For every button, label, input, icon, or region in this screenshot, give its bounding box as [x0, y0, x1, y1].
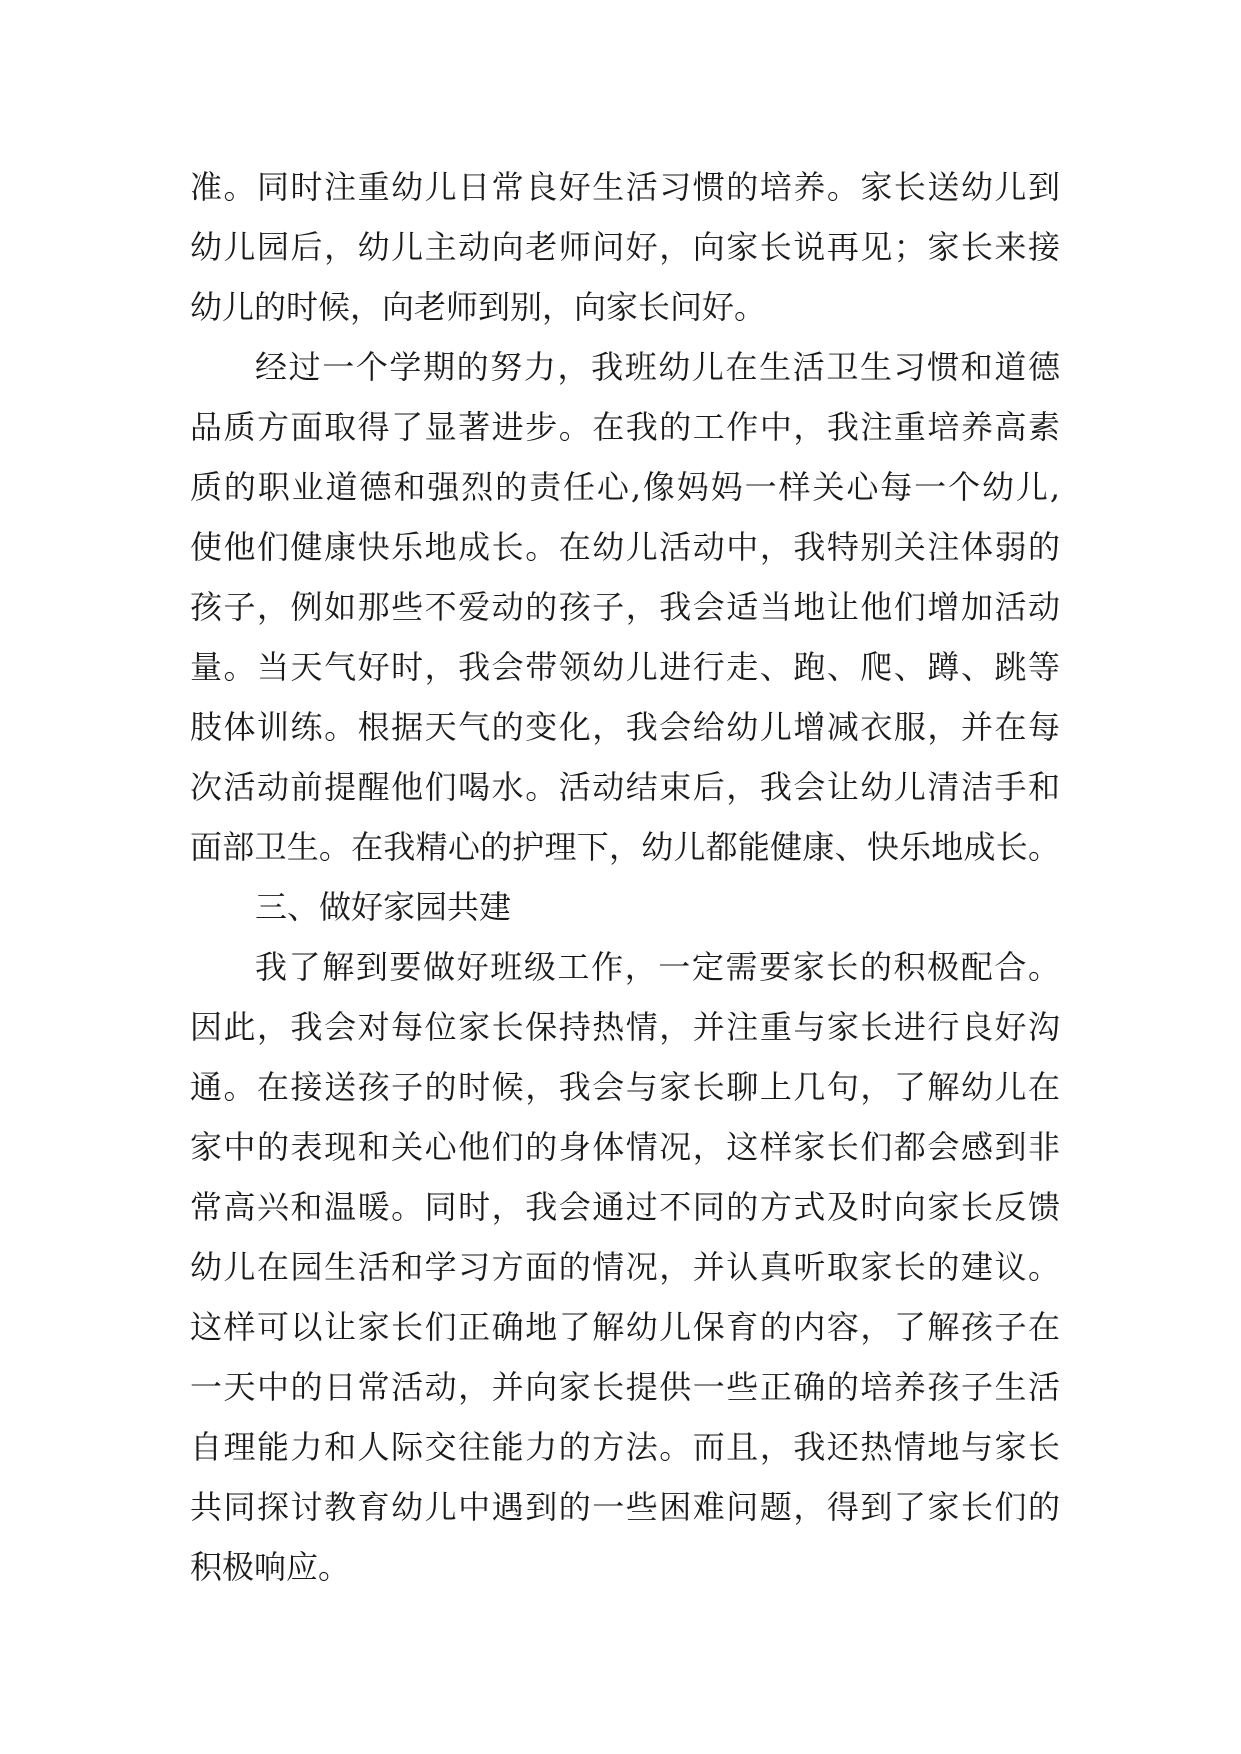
text-line: 一天中的日常活动，并向家长提供一些正确的培养孩子生活 — [190, 1368, 1060, 1406]
section-heading: 三、做好家园共建 — [255, 888, 512, 926]
body-text — [190, 157, 1060, 1597]
text-line: 常高兴和温暖。同时，我会通过不同的方式及时向家长反馈 — [190, 1188, 1060, 1226]
text-line: 量。当天气好时，我会带领幼儿进行走、跑、爬、蹲、跳等 — [190, 648, 1060, 686]
text-line: 积极响应。 — [190, 1548, 351, 1586]
text-line: 通。在接送孩子的时候，我会与家长聊上几句，了解幼儿在 — [190, 1068, 1060, 1106]
text-line: 使他们健康快乐地成长。在幼儿活动中，我特别关注体弱的 — [190, 528, 1060, 566]
text-line: 家中的表现和关心他们的身体情况，这样家长们都会感到非 — [190, 1128, 1060, 1166]
text-line: 共同探讨教育幼儿中遇到的一些困难问题，得到了家长们的 — [190, 1488, 1060, 1526]
text-line: 幼儿园后，幼儿主动向老师问好，向家长说再见；家长来接 — [190, 228, 1060, 266]
text-line: 准。同时注重幼儿日常良好生活习惯的培养。家长送幼儿到 — [190, 168, 1060, 206]
text-line: 经过一个学期的努力，我班幼儿在生活卫生习惯和道德 — [255, 348, 1060, 386]
text-line: 品质方面取得了显著进步。在我的工作中，我注重培养高素 — [190, 408, 1060, 446]
text-line: 幼儿在园生活和学习方面的情况，并认真听取家长的建议。 — [190, 1248, 1060, 1286]
text-line: 面部卫生。在我精心的护理下，幼儿都能健康、快乐地成长。 — [190, 828, 1060, 866]
text-line: 次活动前提醒他们喝水。活动结束后，我会让幼儿清洁手和 — [190, 768, 1060, 806]
text-line: 幼儿的时候，向老师到别，向家长问好。 — [190, 288, 767, 326]
text-line: 孩子，例如那些不爱动的孩子，我会适当地让他们增加活动 — [190, 588, 1060, 626]
text-line: 我了解到要做好班级工作，一定需要家长的积极配合。 — [255, 948, 1060, 986]
text-line: 自理能力和人际交往能力的方法。而且，我还热情地与家长 — [190, 1428, 1060, 1466]
text-line: 因此，我会对每位家长保持热情，并注重与家长进行良好沟 — [190, 1008, 1060, 1046]
text-line: 肢体训练。根据天气的变化，我会给幼儿增减衣服，并在每 — [190, 708, 1060, 746]
text-line: 质的职业道德和强烈的责任心,像妈妈一样关心每一个幼儿, — [190, 468, 1060, 506]
text-line: 这样可以让家长们正确地了解幼儿保育的内容，了解孩子在 — [190, 1308, 1060, 1346]
